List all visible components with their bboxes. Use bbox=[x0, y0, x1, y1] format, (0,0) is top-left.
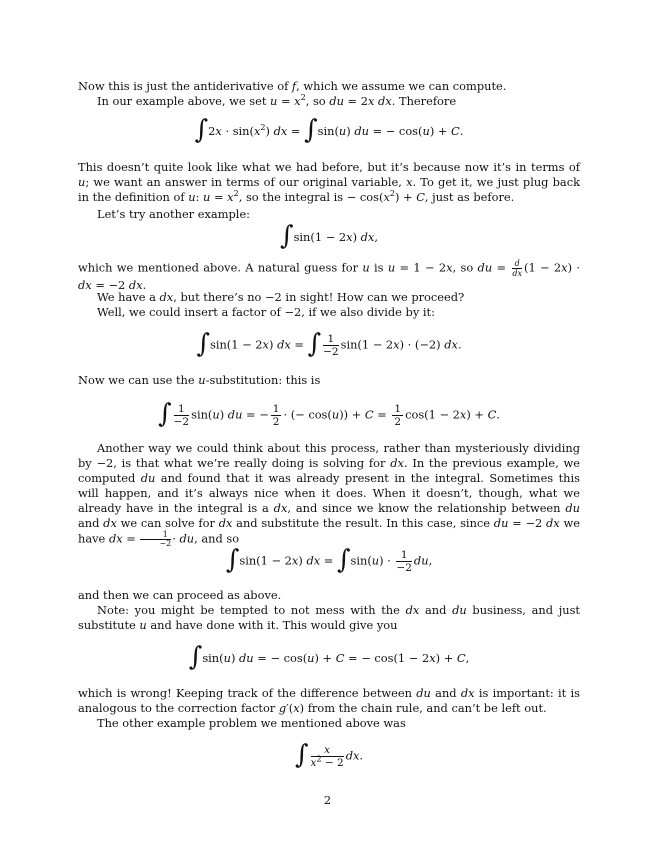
paragraph-insert-factor: Well, we could insert a factor of −2, if we also divide by it: bbox=[97, 305, 435, 319]
paragraph-u-substitution: Now we can use the u-substitution: this is bbox=[78, 373, 321, 387]
equation-7: ∫ $\frac{x}{x^2 - 2}$ dx. bbox=[294, 739, 364, 770]
paragraph-antiderivative: Now this is just the antiderivative of f, which we assume we can compute. bbox=[78, 79, 507, 93]
paragraph-which-is-wrong: which is wrong! Keeping track of the difference between du and dx is important: it is analogous to the correction factor g′(x) from the chain rule, and can’t be left out. bbox=[78, 686, 580, 715]
paragraph-terms-of-u: This doesn’t quite look like what we had before, but it’s because now it’s in terms of u; we want an answer in terms of our original variable, x. To get it, we just plug back in the definition of u: $u = x^2$, so the integral is − $\cos(x^2) + C$, just as before. bbox=[78, 160, 580, 204]
paragraph-note: Note: you might be tempted to not mess with the dx and du business, and just substitute u and have done with it. This would give you bbox=[78, 603, 581, 632]
paragraph-other-example: The other example problem we mentioned above was bbox=[97, 716, 406, 730]
equation-6: ∫sin(u) du = − cos(u) + C = − cos(1 − 2x) + C, bbox=[188, 642, 470, 672]
equation-5: ∫sin(1 − 2x) dx = ∫sin(u) · $\frac{1}{-2}$ du, bbox=[225, 544, 433, 575]
paragraph-proceed-above: and then we can proceed as above. bbox=[78, 588, 282, 602]
equation-4: ∫ $\frac{1}{-2}$ sin(u) du = − $\frac{1}{2}$ · (− cos(u)) + C = $\frac{1}{2}$ cos(1 − 2x) + C. bbox=[158, 398, 500, 429]
paragraph-natural-guess: which we mentioned above. A natural guess for u is u = 1 − 2x, so du = $\frac{d}{dx}$ (1 − 2x) · dx = −2 dx. bbox=[78, 259, 580, 292]
paragraph-another-example: Let’s try another example: bbox=[97, 207, 251, 221]
equation-1: $\int 2x \cdot \sin(x^2)$ dx = ∫sin(u) du = − cos(u) + C. bbox=[194, 115, 464, 145]
paragraph-solving-for-dx: Another way we could think about this process, rather than mysteriously dividing by −2, is that what we’re really doing is solving for dx. In the previous example, we computed du and found that it was already present in the integral. Sometimes this will happen, and it’s always nice when it does. When it doesn’t, though, what we already have in the integral is a dx, and since we know the relationship between du and dx we can solve for dx and substitute the result. In this case, since du = −2 dx we have dx = $\frac{1}{-2}$ · du, and so bbox=[78, 441, 580, 548]
paragraph-no-minus-two: We have a dx, but there’s no −2 in sight! How can we proceed? bbox=[97, 290, 465, 304]
page-number: 2 bbox=[323, 793, 332, 807]
paragraph-example-setup: In our example above, we set $u = x^2$, so du = 2x dx. Therefore bbox=[97, 93, 457, 108]
equation-2: ∫sin(1 − 2x) dx, bbox=[280, 221, 378, 251]
equation-3: ∫sin(1 − 2x) dx = ∫ $\frac{1}{-2}$ sin(1 − 2x) · (−2) dx. bbox=[196, 328, 462, 359]
